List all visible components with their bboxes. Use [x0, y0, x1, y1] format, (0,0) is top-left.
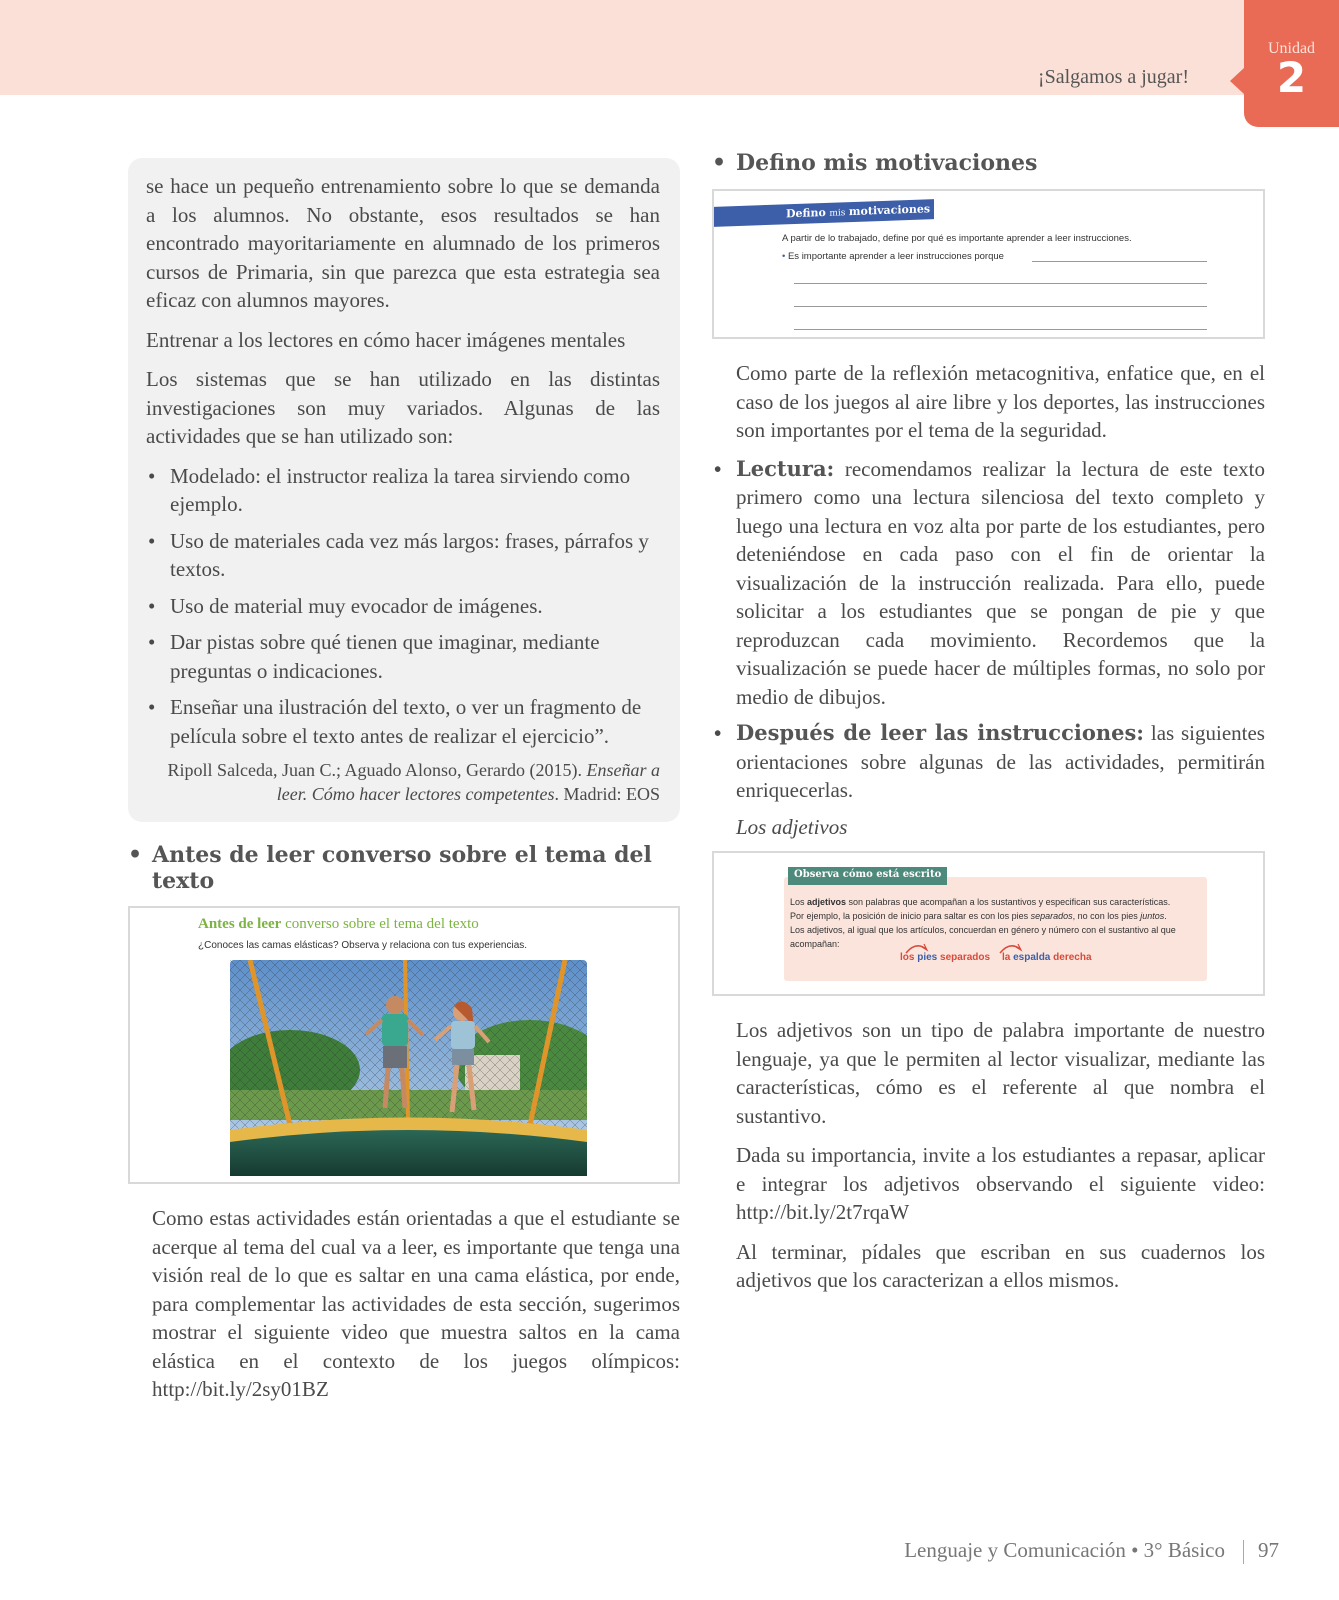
section-heading: • Antes de leer converso sobre el tema del texto — [128, 842, 680, 894]
text-fragment: juntos — [1140, 911, 1165, 921]
banner-word: mis — [829, 208, 846, 219]
list-item: • Enseñar una ilustración del texto, o ver un fragmento de película sobre el texto antes de realizar el ejercicio”. — [146, 693, 660, 750]
list-item: • Uso de material muy evocador de imágenes. — [146, 592, 660, 621]
quote-paragraph: se hace un pequeño entrenamiento sobre lo que se demanda a los alumnos. No obstante, esos resultados se han encontrado mayoritariamente en alumnado de los primeros cursos de Primaria, sin que parezca que esta estrategia sea eficaz con alumnos mayores. — [146, 174, 660, 312]
example-article: la — [1002, 952, 1011, 963]
citation — [146, 758, 660, 806]
text-fragment: son palabras que acompañan a los sustantivos y especifican sus características. — [846, 897, 1171, 907]
unit-label: Unidad — [1267, 40, 1316, 57]
page-header-title: ¡Salgamos a jugar! — [1037, 66, 1189, 88]
right-paragraph: Dada su importancia, invite a los estudiantes a repasar, aplicar e integrar los adjetivos observando el siguiente video: http://bit.ly/2t7rqaW — [736, 1143, 1265, 1224]
page-number: 97 — [1258, 1538, 1279, 1562]
example-adjective: separados — [940, 952, 991, 963]
banner-word: Defino — [786, 205, 826, 221]
adjective-example — [1002, 952, 1092, 963]
text-fragment: Por ejemplo, la posición de inicio para saltar es con los pies — [790, 911, 1031, 921]
right-column — [712, 150, 1265, 1295]
motivations-instruction: A partir de lo trabajado, define por qué es importante aprender a leer instrucciones. — [782, 233, 1132, 244]
despues-text: las siguientes orientaciones sobre algunas de las actividades, permitirán enriquecerlas. — [736, 721, 1265, 802]
text-fragment: Los — [790, 897, 808, 907]
example-noun: espalda — [1010, 952, 1054, 963]
list-item: • Modelado: el instructor realiza la tarea sirviendo como ejemplo. — [146, 462, 660, 519]
text-fragment: Los adjetivos, al igual que los artículos, concuerdan en género y número con el sustantivo al que acompañan: — [790, 925, 1176, 949]
right-paragraph: Como parte de la reflexión metacognitiva, enfatice que, en el caso de los juegos al aire libre y los deportes, las instrucciones son importantes por el tema de la seguridad. — [736, 361, 1265, 442]
adjetivos-tab: Observa cómo está escrito — [788, 867, 947, 885]
adjetivos-figure — [712, 851, 1265, 996]
trampoline-photo — [230, 960, 587, 1176]
figure-question: ¿Conoces las camas elásticas? Observa y relaciona con tus experiencias. — [198, 940, 528, 951]
motivations-banner — [714, 199, 934, 227]
unit-number: 2 — [1276, 53, 1307, 102]
adjective-example — [900, 952, 990, 963]
example-adjective: derecha — [1053, 952, 1092, 963]
list-item: • Dar pistas sobre qué tienen que imaginar, mediante preguntas o indicaciones. — [146, 628, 660, 685]
trampoline-figure — [128, 906, 680, 1184]
quote-box — [128, 158, 680, 822]
quote-paragraph: Los sistemas que se han utilizado en las distintas investigaciones son muy variados. Algunas de las actividades que se han utilizado son: — [146, 367, 660, 448]
left-column — [128, 158, 680, 1404]
answer-line — [1032, 261, 1207, 262]
citation-title: Enseñar a leer. Cómo hacer lectores competentes — [276, 760, 660, 804]
section-heading: • Defino mis motivaciones — [712, 150, 1265, 176]
lectura-label: Lectura: — [736, 455, 835, 481]
example-article: los — [900, 952, 915, 963]
motivations-bullet-text: Es importante aprender a leer instrucciones porque — [787, 251, 1004, 262]
answer-line — [794, 306, 1207, 307]
left-paragraph: Como estas actividades están orientadas a que el estudiante se acerque al tema del cual va a leer, es importante que tenga una visión real de lo que es saltar en una cama elástica, por ende, para complementar las actividades de esta sección, sugerimos mostrar el siguiente video que muestra saltos en la cama elástica en el contexto de los juegos olímpicos: http://bit.ly/2sy01BZ — [152, 1206, 680, 1401]
quote-bullet-list — [146, 462, 660, 751]
quote-paragraph: Entrenar a los lectores en cómo hacer imágenes mentales — [146, 327, 626, 352]
example-noun: pies — [914, 952, 941, 963]
motivations-bullet: • Es importante aprender a leer instrucciones porque — [782, 251, 1004, 262]
list-item: • Uso de materiales cada vez más largos: frases, párrafos y textos. — [146, 527, 660, 584]
text-fragment: . — [1164, 911, 1167, 921]
unit-tab — [1244, 0, 1339, 127]
text-fragment: , no con los pies — [1072, 911, 1141, 921]
figure-title — [198, 916, 479, 933]
right-paragraph: Al terminar, pídales que escriban en sus cuadernos los adjetivos que los caracterizan a ellos mismos. — [736, 1239, 1265, 1292]
citation-publisher: . Madrid: EOS — [554, 784, 660, 804]
despues-paragraph — [712, 719, 1265, 805]
lectura-text: recomendamos realizar la lectura de este texto primero como una lectura silenciosa del texto completo y luego una lectura en voz alta por parte de los estudiantes, pero deteniéndose en cada paso con el fin de orientar la visualización de la instrucción realizada. Para ello, puede solicitar a los estudiantes que se pongan de pie y que reproduzcan cada movimiento. Recordemos que la visualización se puede hacer de múltiples formas, no solo por medio de dibujos. — [736, 456, 1265, 709]
banner-word: motivaciones — [848, 202, 931, 219]
text-fragment: adjetivos — [807, 897, 847, 907]
motivations-figure — [712, 189, 1265, 339]
page-footer — [904, 1538, 1279, 1564]
lectura-paragraph — [712, 455, 1265, 712]
text-fragment: separados — [1030, 911, 1073, 921]
unit-arrow-shape — [1230, 68, 1244, 94]
footer-subject: Lenguaje y Comunicación • 3° Básico — [904, 1538, 1225, 1562]
answer-line — [794, 283, 1207, 284]
answer-line — [794, 329, 1207, 330]
despues-label: Después de leer las instrucciones: — [736, 720, 1145, 745]
adjetivos-subheading: Los adjetivos — [736, 814, 848, 839]
right-paragraph: Los adjetivos son un tipo de palabra importante de nuestro lenguaje, ya que le permiten al lector visualizar, mediante las características, cómo es el referente al que nombra el sustantivo. — [736, 1018, 1265, 1128]
citation-authors: Ripoll Salceda, Juan C.; Aguado Alonso, Gerardo (2015). — [167, 760, 582, 780]
footer-separator — [1243, 1540, 1244, 1564]
figure-title-bold: Antes de leer — [198, 916, 282, 932]
figure-title-rest: converso sobre el tema del texto — [285, 916, 479, 932]
